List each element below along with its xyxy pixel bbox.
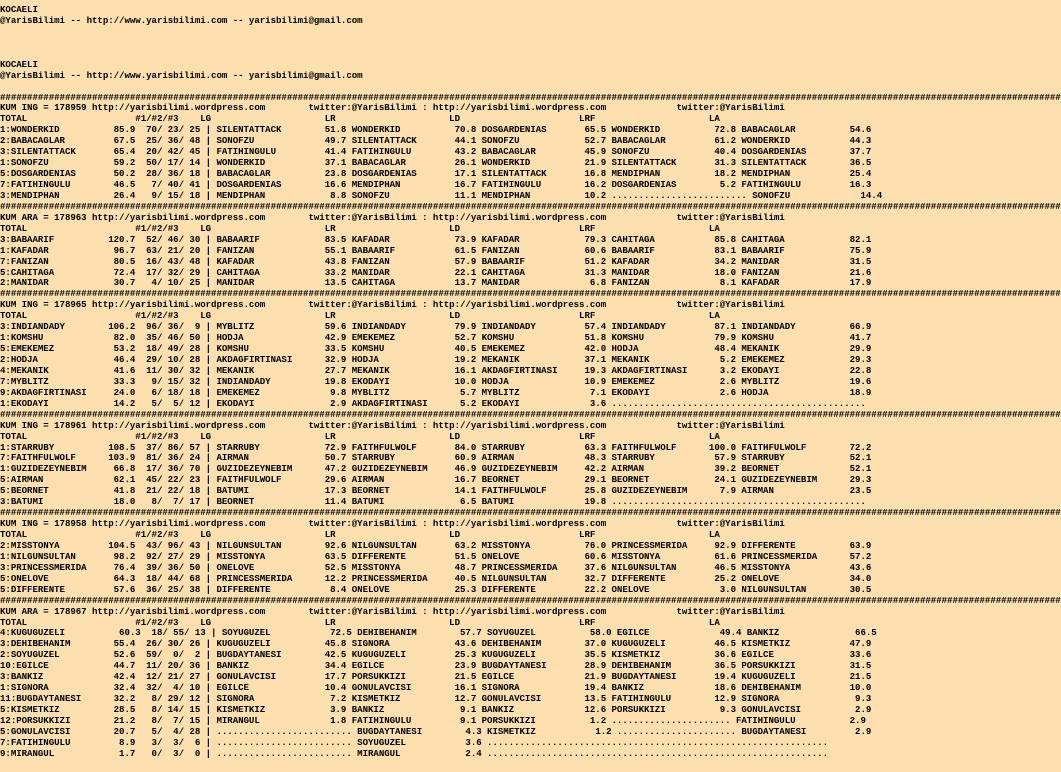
- report-line: KUM ING = 178958 http://yarisbilimi.wordpress.com twitter:@YarisBilimi : http://yarisbilimi.wordpress.com twitter:@YarisBilimi: [0, 518, 785, 530]
- report-line: 5:DOSGARDENIAS 50.2 28/ 36/ 18 | BABACAGLAR 23.8 DOSGARDENIAS 17.1 SILENTATTACK 16.8 MENDIPHAN 18.2 MENDIPHAN 25.4: [0, 168, 872, 180]
- report-line: 9:AKDAGFIRTINASI 24.0 6/ 18/ 18 | EMEKEMEZ 9.8 MYBLITZ 5.7 MYBLITZ 7.1 EKODAYI 2.6 HODJA 18.9: [0, 386, 872, 398]
- separator-line: ####################################################################################################################################################################################################: [0, 200, 1061, 212]
- report-line: 1:SONOFZU 59.2 50/ 17/ 14 | WONDERKID 37.1 BABACAGLAR 26.1 WONDERKID 21.9 SILENTATTACK 31.3 SILENTATTACK 36.5: [0, 157, 872, 169]
- report-line: 7:FATIHINGULU 8.9 3/ 3/ 6 | ......................... SOYUGUZEL 3.6 ...............................................................: [0, 736, 828, 748]
- separator-line: ####################################################################################################################################################################################################: [0, 91, 1061, 103]
- report-line: 9:MIRANGUL 1.7 0/ 3/ 0 | ......................... MIRANGUL 2.4 ...............................................................: [0, 747, 828, 759]
- report-line: 5:AIRMAN 62.1 45/ 22/ 23 | FAITHFULWOLF 29.6 AIRMAN 16.7 BEORNET 29.1 BEORNET 24.1 GUZIDEZEYNEBIM 29.3: [0, 474, 872, 486]
- report-line: 11:BUGDAYTANESI 32.2 8/ 29/ 12 | SIGNORA 7.2 KISMETKIZ 12.7 GONULAVCISI 13.5 FATIHINGULU 12.9 SIGNORA 9.3: [0, 693, 872, 705]
- report-line: 5:DIFFERENTE 57.6 36/ 25/ 38 | DIFFERENTE 8.4 ONELOVE 25.3 DIFFERENTE 22.2 ONELOVE 3.0 NILGUNSULTAN 30.5: [0, 583, 872, 595]
- report-line: 4:MEKANIK 41.6 11/ 30/ 32 | MEKANIK 27.7 MEKANIK 16.1 AKDAGFIRTINASI 19.3 AKDAGFIRTINASI 3.2 EKODAYI 22.8: [0, 364, 872, 376]
- report-line: 2:MANIDAR 30.7 4/ 10/ 25 | MANIDAR 13.5 CAHITAGA 13.7 MANIDAR 6.8 FANIZAN 8.1 KAFADAR 17.9: [0, 277, 872, 289]
- report-line: 2:HODJA 46.4 29/ 10/ 28 | AKDAGFIRTINASI 32.9 HODJA 19.2 MEKANIK 37.1 MEKANIK 5.2 EMEKEMEZ 29.3: [0, 354, 872, 365]
- report-line: 5:KISMETKIZ 28.5 8/ 14/ 15 | KISMETKIZ 3.9 BANKIZ 9.1 BANKIZ 12.6 PORSUKKIZI 9.3 GONULAVCISI 2.9: [0, 704, 872, 715]
- report-line: 3:SILENTATTACK 65.4 20/ 42/ 45 | FATIHINGULU 41.4 FATIHINGULU 43.2 BABACAGLAR 45.9 SONOFZU 40.4 DOSGARDENIAS 37.7: [0, 146, 872, 158]
- report-line: 7:FAITHFULWOLF 103.9 81/ 36/ 24 | AIRMAN 50.7 STARRUBY 60.9 AIRMAN 48.3 STARRUBY 57.9 STARRUBY 52.1: [0, 452, 872, 464]
- separator-line: ####################################################################################################################################################################################################: [0, 507, 1061, 519]
- report-line: 2:SOYUGUZEL 52.6 59/ 0/ 2 | BUGDAYTANESI 42.5 KUGUGUZELI 25.3 KUGUGUZELI 35.5 KISMETKIZ 36.6 EGILCE 33.6: [0, 649, 872, 661]
- blank-line: [0, 38, 1061, 49]
- report-line: 5:GONULAVCISI 20.7 5/ 4/ 28 | ......................... BUGDAYTANESI 4.3 KISMETKIZ 1.2 ...................... BUGDAYTANESI 2.9: [0, 725, 872, 737]
- report-line: 1:SIGNORA 32.4 32/ 4/ 10 | EGILCE 10.4 GONULAVCISI 16.1 SIGNORA 19.4 BANKIZ 18.6 DEHIBEHANIM 10.0: [0, 682, 872, 694]
- report-line: @YarisBilimi -- http://www.yarisbilimi.com -- yarisbilimi@gmail.com: [0, 14, 363, 26]
- blank-line: [0, 27, 1061, 38]
- report-line: 1:NILGUNSULTAN 98.2 92/ 27/ 29 | MISSTONYA 63.5 DIFFERENTE 51.5 ONELOVE 60.6 MISSTONYA 61.6 PRINCESSMERIDA 57.2: [0, 550, 872, 562]
- report-line: 1:EKODAYI 14.2 5/ 5/ 12 | EKODAYI 2.9 AKDAGFIRTINASI 5.2 EKODAYI 3.6 ...............................................: [0, 397, 866, 409]
- report-line: 3:BABAARIF 120.7 52/ 46/ 30 | BABAARIF 83.5 KAFADAR 73.9 KAFADAR 79.3 CAHITAGA 85.8 CAHITAGA 82.1: [0, 233, 872, 245]
- report-line: 7:FANIZAN 80.5 16/ 43/ 48 | KAFADAR 43.8 FANIZAN 57.9 BABAARIF 51.2 KAFADAR 34.2 MANIDAR 31.5: [0, 255, 872, 267]
- report-line: KUM ING = 178965 http://yarisbilimi.wordpress.com twitter:@YarisBilimi : http://yarisbilimi.wordpress.com twitter:@YarisBilimi: [0, 299, 785, 311]
- report-line: 3:BANKIZ 42.4 12/ 21/ 27 | GONULAVCISI 17.7 PORSUKKIZI 21.5 EGILCE 21.9 BUGDAYTANESI 19.4 KUGUGUZELI 21.5: [0, 671, 872, 683]
- report-line: 5:CAHITAGA 72.4 17/ 32/ 29 | CAHITAGA 33.2 MANIDAR 22.1 CAHITAGA 31.3 MANIDAR 18.0 FANIZAN 21.6: [0, 266, 872, 278]
- report-line: 3:BATUMI 18.0 8/ 7/ 17 | BEORNET 11.4 BATUMI 6.5 BATUMI 19.8 ...............................................: [0, 496, 866, 508]
- separator-line: ####################################################################################################################################################################################################: [0, 408, 1061, 420]
- report-line: 10:EGILCE 44.7 11/ 20/ 36 | BANKIZ 34.4 EGILCE 23.9 BUGDAYTANESI 28.9 DEHIBEHANIM 36.5 PORSUKKIZI 31.5: [0, 660, 872, 672]
- report-line: KUM ARA = 178963 http://yarisbilimi.wordpress.com twitter:@YarisBilimi : http://yarisbilimi.wordpress.com twitter:@YarisBilimi: [0, 211, 785, 223]
- report-line: TOTAL #1/#2/#3 LG LR LD LRF LA: [0, 616, 720, 628]
- report-line: TOTAL #1/#2/#3 LG LR LD LRF LA: [0, 430, 720, 442]
- report-line: 3:DEHIBEHANIM 55.4 26/ 30/ 26 | KUGUGUZELI 45.8 SIGNORA 43.6 DEHIBEHANIM 37.0 KUGUGUZELI 46.5 KISMETKIZ 47.9: [0, 638, 872, 650]
- report-line: TOTAL #1/#2/#3 LG LR LD LRF LA: [0, 113, 720, 125]
- report-line: 3:PRINCESSMERIDA 76.4 39/ 36/ 50 | ONELOVE 52.5 MISSTONYA 48.7 PRINCESSMERIDA 37.6 NILGUNSULTAN 46.5 MISSTONYA 43.6: [0, 561, 872, 573]
- report-line: TOTAL #1/#2/#3 LG LR LD LRF LA: [0, 529, 720, 540]
- report-line: 5:EMEKEMEZ 53.2 18/ 49/ 28 | KOMSHU 33.5 KOMSHU 40.5 EMEKEMEZ 42.0 HODJA 48.4 MEKANIK 29.9: [0, 343, 872, 355]
- report-line: 1:WONDERKID 85.9 70/ 23/ 25 | SILENTATTACK 51.8 WONDERKID 70.8 DOSGARDENIAS 65.5 WONDERKID 72.8 BABACAGLAR 54.6: [0, 124, 872, 136]
- report-line: 7:FATIHINGULU 46.5 7/ 40/ 41 | DOSGARDENIAS 16.6 MENDIPHAN 16.7 FATIHINGULU 16.2 DOSGARDENIAS 5.2 FATIHINGULU 16.3: [0, 179, 872, 190]
- report-line: 1:GUZIDEZEYNEBIM 66.8 17/ 36/ 70 | GUZIDEZEYNEBIM 47.2 GUZIDEZEYNEBIM 46.9 GUZIDEZEYNEBIM 42.2 AIRMAN 39.2 BEORNET 52.1: [0, 463, 872, 475]
- report-line: 5:ONELOVE 64.3 18/ 44/ 68 | PRINCESSMERIDA 12.2 PRINCESSMERIDA 40.5 NILGUNSULTAN 32.7 DIFFERENTE 25.2 ONELOVE 34.0: [0, 572, 872, 584]
- separator-line: ####################################################################################################################################################################################################: [0, 594, 1061, 606]
- report-line: 4:KUGUGUZELI 60.3 18/ 55/ 13 | SOYUGUZEL 72.5 DEHIBEHANIM 57.7 SOYUGUZEL 58.0 EGILCE 49.4 BANKIZ 66.5: [0, 627, 877, 639]
- report-line: KUM ING = 178959 http://yarisbilimi.wordpress.com twitter:@YarisBilimi : http://yarisbilimi.wordpress.com twitter:@YarisBilimi: [0, 102, 785, 114]
- report-line: 5:BEORNET 41.8 21/ 22/ 18 | BATUMI 17.3 BEORNET 14.1 FAITHFULWOLF 25.8 GUZIDEZEYNEBIM 7.9 AIRMAN 23.5: [0, 485, 872, 497]
- report-line: KUM ARA = 178967 http://yarisbilimi.wordpress.com twitter:@YarisBilimi : http://yarisbilimi.wordpress.com twitter:@YarisBilimi: [0, 605, 785, 617]
- report-line: 1:KOMSHU 82.0 35/ 46/ 50 | HODJA 42.9 EMEKEMEZ 52.7 KOMSHU 51.8 KOMSHU 79.9 KOMSHU 41.7: [0, 332, 872, 344]
- blank-line: [0, 49, 1061, 60]
- report-line: TOTAL #1/#2/#3 LG LR LD LRF LA: [0, 310, 720, 322]
- report-line: @YarisBilimi -- http://www.yarisbilimi.com -- yarisbilimi@gmail.com: [0, 69, 363, 81]
- report-line: 1:STARRUBY 108.5 37/ 86/ 57 | STARRUBY 72.9 FAITHFULWOLF 84.0 STARRUBY 63.3 FAITHFULWOLF 100.0 FAITHFULWOLF 72.2: [0, 441, 872, 453]
- report-line: 2:BABACAGLAR 67.5 25/ 36/ 48 | SONOFZU 49.7 SILENTATTACK 44.1 SONOFZU 52.7 BABACAGLAR 61.2 WONDERKID 44.3: [0, 135, 872, 147]
- report-line: KUM ING = 178961 http://yarisbilimi.wordpress.com twitter:@YarisBilimi : http://yarisbilimi.wordpress.com twitter:@YarisBilimi: [0, 419, 785, 431]
- report-line: 1:KAFADAR 96.7 63/ 21/ 20 | FANIZAN 55.1 BABAARIF 61.5 FANIZAN 60.6 BABAARIF 83.1 BABAARIF 75.9: [0, 244, 872, 256]
- report-line: 2:MISSTONYA 104.5 43/ 96/ 43 | NILGUNSULTAN 92.6 NILGUNSULTAN 63.2 MISSTONYA 76.0 PRINCESSMERIDA 92.9 DIFFERENTE 63.9: [0, 539, 872, 551]
- report-line: TOTAL #1/#2/#3 LG LR LD LRF LA: [0, 222, 720, 234]
- report-line: KOCAELI: [0, 58, 38, 70]
- report-line: 7:MYBLITZ 33.3 9/ 15/ 32 | INDIANDADY 19.8 EKODAYI 10.0 HODJA 10.9 EMEKEMEZ 2.6 MYBLITZ 19.6: [0, 375, 872, 387]
- blank-line: [0, 82, 1061, 93]
- report-line: KOCAELI: [0, 4, 38, 15]
- report-line: 12:PORSUKKIZI 21.2 8/ 7/ 15 | MIRANGUL 1.8 FATIHINGULU 9.1 PORSUKKIZI 1.2 ...................... FATIHINGULU 2.9: [0, 714, 866, 726]
- report-line: 3:MENDIPHAN 26.4 9/ 15/ 18 | MENDIPHAN 8.8 SONOFZU 11.1 MENDIPHAN 10.2 ......................... SONOFZU 14.4: [0, 189, 883, 201]
- report-line: 3:INDIANDADY 106.2 96/ 36/ 9 | MYBLITZ 59.6 INDIANDADY 79.9 INDIANDADY 57.4 INDIANDADY 87.1 INDIANDADY 66.9: [0, 321, 872, 333]
- separator-line: ####################################################################################################################################################################################################: [0, 288, 1061, 300]
